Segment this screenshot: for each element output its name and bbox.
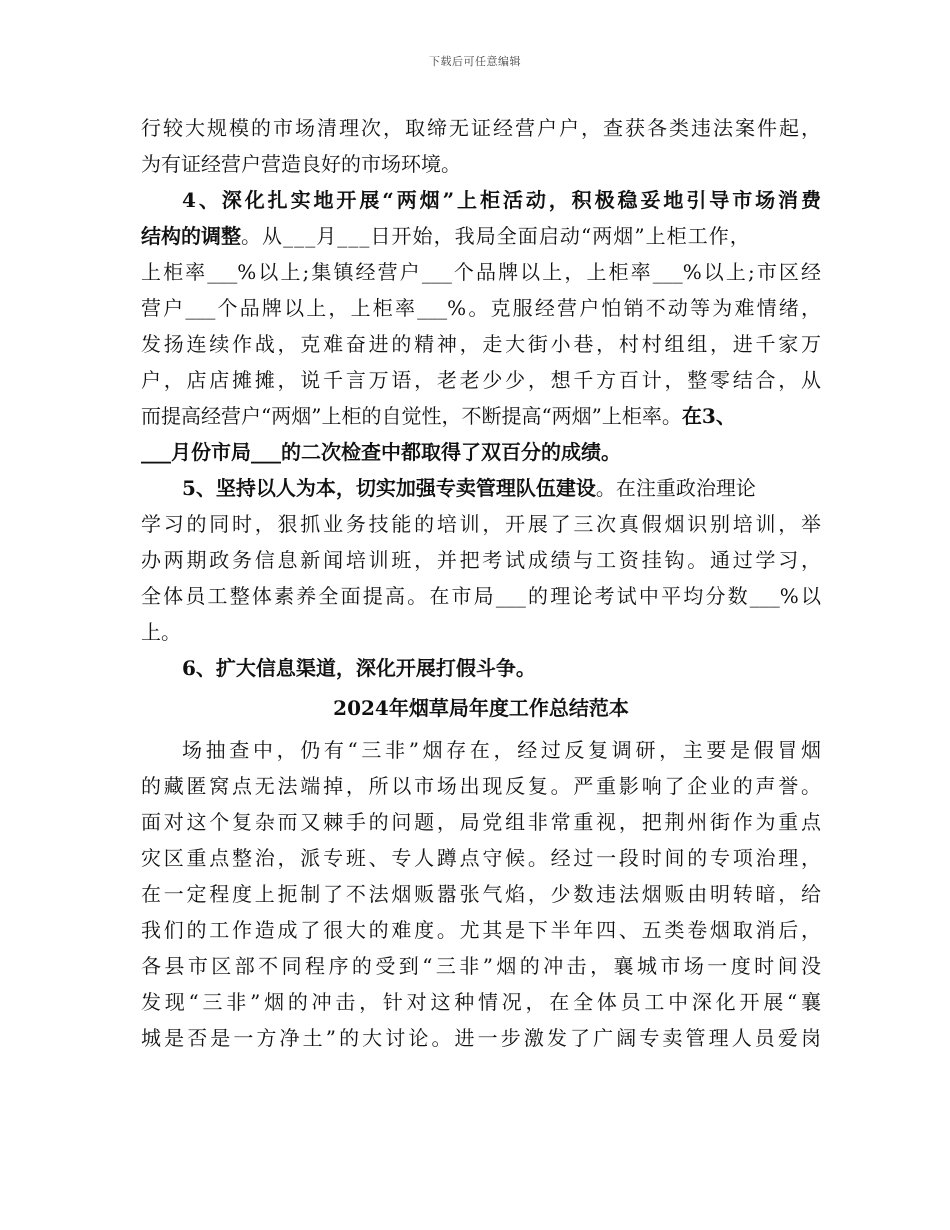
document-title: 2024年烟草局年度工作总结范本	[333, 696, 629, 720]
paragraph-line	[141, 470, 821, 506]
paragraph-text: 。在注重政治理论	[595, 476, 756, 500]
paragraph-line: 办两期政务信息新闻培训班，并把考试成绩与工资挂钩。通过学习，	[141, 548, 821, 572]
paragraph-line	[141, 218, 821, 254]
paragraph-line: 户，店店摊摊，说千言万语，老老少少，想千方百计，整零结合，从	[141, 368, 821, 392]
paragraph-line: 面对这个复杂而又棘手的问题，局党组非常重视，把荆州街作为重点	[141, 810, 821, 834]
section-heading-5: 5、坚持以人为本，切实加强专卖管理队伍建设	[182, 476, 596, 500]
paragraph-line: 各县市区部不同程序的受到“三非”烟的冲击，襄城市场一度时间没	[141, 954, 821, 978]
bold-text: 在3、	[681, 404, 736, 428]
paragraph-text: 。从___月___日开始，我局全面启动“两烟”上柜工作，	[241, 224, 751, 248]
paragraph-line: 行较大规模的市场清理次，取缔无证经营户户，查获各类违法案件起，	[141, 116, 821, 140]
document-body	[141, 110, 821, 1056]
paragraph-line: 发现“三非”烟的冲击，针对这种情况，在全体员工中深化开展“襄	[141, 990, 821, 1014]
paragraph-line: 学习的同时，狠抓业务技能的培训，开展了三次真假烟识别培训，举	[141, 512, 821, 536]
paragraph-line: 场抽查中，仍有“三非”烟存在，经过反复调研，主要是假冒烟	[182, 738, 821, 762]
paragraph-line: 上柜率___%以上;集镇经营户___个品牌以上，上柜率___%以上;市区经	[141, 260, 821, 284]
paragraph-line: 我们的工作造成了很大的难度。尤其是下半年四、五类卷烟取消后，	[141, 918, 821, 942]
paragraph-line: 在一定程度上扼制了不法烟贩嚣张气焰，少数违法烟贩由明转暗，给	[141, 882, 821, 906]
paragraph-line	[141, 398, 821, 434]
paragraph-line: 为有证经营户营造良好的市场环境。	[141, 152, 461, 176]
paragraph-text: 而提高经营户“两烟”上柜的自觉性，不断提高“两烟”上柜率。	[141, 404, 682, 428]
section-heading-4: 4、深化扎实地开展“两烟”上柜活动，积极稳妥地引导市场消费	[182, 188, 821, 212]
section-heading-4-cont: 结构的调整	[141, 224, 241, 248]
paragraph-line: 灾区重点整治，派专班、专人蹲点守候。经过一段时间的专项治理，	[141, 846, 821, 870]
paragraph-line: 城是否是一方净土”的大讨论。进一步激发了广阔专卖管理人员爱岗	[141, 1026, 821, 1050]
paragraph-line: 的藏匿窝点无法端掉，所以市场出现反复。严重影响了企业的声誉。	[141, 774, 821, 798]
paragraph-line: 营户___个品牌以上，上柜率___%。克服经营户怕销不动等为难情绪，	[141, 296, 821, 320]
section-heading-6: 6、扩大信息渠道，深化开展打假斗争。	[182, 656, 536, 680]
paragraph-line: 上。	[141, 620, 181, 644]
paragraph-line: 发扬连续作战，克难奋进的精神，走大街小巷，村村组组，进千家万	[141, 332, 821, 356]
paragraph-line: ___月份市局___的二次检查中都取得了双百分的成绩。	[141, 440, 621, 464]
paragraph-line: 全体员工整体素养全面提高。在市局___的理论考试中平均分数___%以	[141, 584, 821, 608]
page-header: 下载后可任意编辑	[429, 55, 521, 68]
